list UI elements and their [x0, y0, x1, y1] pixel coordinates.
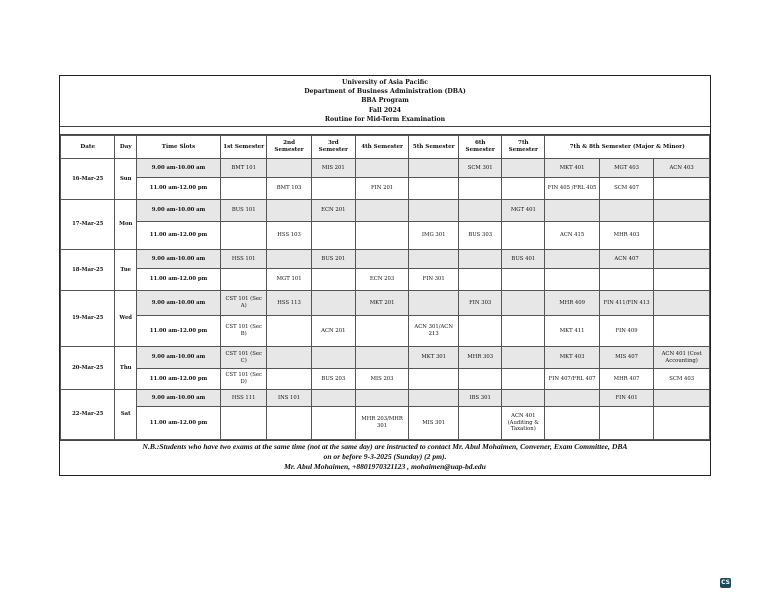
course-cell — [502, 269, 545, 291]
table-row — [61, 316, 710, 347]
notice-contact: Mr. Abul Mohaimen, +8801970321123 , mohaimen@uap-bd.edu — [284, 462, 486, 472]
routine-title: Routine for Mid-Term Examination — [324, 115, 446, 123]
course-cell — [267, 407, 311, 440]
table-row — [61, 250, 710, 269]
course-cell: FIN 407/FRL 407 — [545, 369, 599, 390]
col-sem4: 4th Semester — [355, 136, 408, 159]
course-cell: ECN 203 — [355, 269, 408, 291]
time-slot-cell: 9.00 am-10.00 am — [137, 347, 221, 369]
course-cell: IBS 301 — [459, 390, 502, 407]
course-cell — [502, 390, 545, 407]
course-cell — [502, 369, 545, 390]
course-cell — [502, 316, 545, 347]
course-cell — [355, 390, 408, 407]
course-cell — [311, 178, 355, 200]
program-name: BBA Program — [361, 97, 409, 105]
time-slot-cell: 9.00 am-10.00 am — [137, 250, 221, 269]
course-cell — [311, 347, 355, 369]
time-slot-cell: 11.00 am-12.00 pm — [137, 407, 221, 440]
table-row — [61, 178, 710, 200]
course-cell — [311, 222, 355, 250]
course-cell — [545, 269, 599, 291]
course-cell — [545, 407, 599, 440]
course-cell — [311, 269, 355, 291]
course-cell — [459, 369, 502, 390]
course-cell: FIN 411/FIN 413 — [599, 291, 653, 316]
table-row — [61, 407, 710, 440]
course-cell: MKT 403 — [545, 347, 599, 369]
course-cell — [654, 316, 710, 347]
course-cell — [267, 316, 311, 347]
course-cell — [502, 222, 545, 250]
course-cell — [545, 200, 599, 222]
course-cell: BUS 201 — [311, 250, 355, 269]
course-cell — [502, 159, 545, 178]
course-cell: MKT 401 — [545, 159, 599, 178]
day-cell: Thu — [115, 347, 137, 390]
course-cell — [355, 347, 408, 369]
date-cell: 19-Mar-25 — [61, 291, 115, 347]
time-slot-cell: 11.00 am-12.00 pm — [137, 222, 221, 250]
course-cell: BUS 401 — [502, 250, 545, 269]
department-name: Department of Business Administration (DBA) — [304, 88, 466, 96]
course-cell — [311, 390, 355, 407]
course-cell: MHR 407 — [599, 369, 653, 390]
course-cell: MIS 201 — [311, 159, 355, 178]
course-cell — [355, 250, 408, 269]
course-cell — [502, 178, 545, 200]
term-name: Fall 2024 — [368, 106, 402, 114]
course-cell: MGT 101 — [267, 269, 311, 291]
course-cell: ACN 301/ACN 213 — [409, 316, 459, 347]
day-cell: Tue — [115, 250, 137, 291]
course-cell: MKT 201 — [355, 291, 408, 316]
course-cell — [654, 250, 710, 269]
exam-routine-sheet — [59, 75, 711, 476]
course-cell — [267, 369, 311, 390]
course-cell — [355, 316, 408, 347]
course-cell: ACN 403 — [654, 159, 710, 178]
col-day: Day — [115, 136, 137, 159]
day-cell: Wed — [115, 291, 137, 347]
course-cell — [459, 250, 502, 269]
course-cell: CST 101 (Sec C) — [220, 347, 267, 369]
course-cell — [267, 200, 311, 222]
course-cell: MHR 403 — [599, 222, 653, 250]
course-cell: ACN 401 (Cost Accounting) — [654, 347, 710, 369]
university-name: University of Asia Pacific — [341, 79, 429, 86]
date-cell: 16-Mar-25 — [61, 159, 115, 200]
day-cell: Sun — [115, 159, 137, 200]
camscanner-badge: CS — [721, 579, 730, 586]
course-cell: MKT 411 — [545, 316, 599, 347]
date-cell: 18-Mar-25 — [61, 250, 115, 291]
course-cell — [355, 222, 408, 250]
course-cell — [409, 200, 459, 222]
header-gap — [60, 127, 710, 135]
course-cell — [459, 269, 502, 291]
course-cell: HSS 103 — [267, 222, 311, 250]
table-row — [61, 369, 710, 390]
course-cell — [220, 269, 267, 291]
course-cell: BMT 101 — [220, 159, 267, 178]
course-cell — [311, 291, 355, 316]
course-cell — [654, 269, 710, 291]
day-cell: Mon — [115, 200, 137, 250]
table-row — [61, 222, 710, 250]
day-cell: Sat — [115, 390, 137, 440]
course-cell — [654, 407, 710, 440]
course-cell: IMG 301 — [409, 222, 459, 250]
col-date: Date — [61, 136, 115, 159]
routine-header — [60, 76, 710, 127]
notice-line-1: N.B.:Students who have two exams at the same time (not at the same day) are instructed to contact Mr. Abul Mohaimen, Convener, Exam Committee, DBA — [142, 442, 628, 452]
course-cell: FIN 401 — [599, 390, 653, 407]
date-cell: 17-Mar-25 — [61, 200, 115, 250]
time-slot-cell: 9.00 am-10.00 am — [137, 390, 221, 407]
course-cell — [459, 407, 502, 440]
col-time: Time Slots — [137, 136, 221, 159]
course-cell: FIN 409 — [599, 316, 653, 347]
course-cell — [409, 291, 459, 316]
course-cell: ACN 407 — [599, 250, 653, 269]
course-cell: FIN 301 — [409, 269, 459, 291]
table-row — [61, 159, 710, 178]
course-cell: HSS 101 — [220, 250, 267, 269]
course-cell — [654, 200, 710, 222]
course-cell: MHR 409 — [545, 291, 599, 316]
course-cell: MIS 407 — [599, 347, 653, 369]
course-cell: FIN 303 — [459, 291, 502, 316]
course-cell — [355, 159, 408, 178]
routine-table — [60, 135, 710, 440]
course-cell — [355, 200, 408, 222]
course-cell — [545, 250, 599, 269]
course-cell: SCM 407 — [599, 178, 653, 200]
course-cell — [267, 250, 311, 269]
table-row — [61, 200, 710, 222]
course-cell: FIN 201 — [355, 178, 408, 200]
course-cell — [459, 200, 502, 222]
course-cell: HSS 111 — [220, 390, 267, 407]
time-slot-cell: 9.00 am-10.00 am — [137, 200, 221, 222]
course-cell: BUS 303 — [459, 222, 502, 250]
course-cell — [502, 347, 545, 369]
course-cell — [267, 347, 311, 369]
course-cell: MIS 203 — [355, 369, 408, 390]
table-row — [61, 347, 710, 369]
notice — [60, 440, 710, 475]
course-cell: FIN 405 /FRL 405 — [545, 178, 599, 200]
course-cell: HSS 113 — [267, 291, 311, 316]
time-slot-cell: 11.00 am-12.00 pm — [137, 369, 221, 390]
course-cell — [654, 291, 710, 316]
course-cell: MGT 401 — [502, 200, 545, 222]
course-cell: ACN 415 — [545, 222, 599, 250]
time-slot-cell: 11.00 am-12.00 pm — [137, 316, 221, 347]
course-cell: BUS 101 — [220, 200, 267, 222]
table-row — [61, 269, 710, 291]
course-cell: BUS 203 — [311, 369, 355, 390]
course-cell: MHR 303 — [459, 347, 502, 369]
course-cell: MKT 301 — [409, 347, 459, 369]
course-cell — [220, 407, 267, 440]
course-cell — [220, 178, 267, 200]
course-cell: CST 101 (Sec A) — [220, 291, 267, 316]
course-cell — [459, 178, 502, 200]
course-cell — [459, 316, 502, 347]
course-cell — [409, 178, 459, 200]
course-cell: ECN 201 — [311, 200, 355, 222]
course-cell — [409, 250, 459, 269]
col-sem3: 3rd Semester — [311, 136, 355, 159]
time-slot-cell: 9.00 am-10.00 am — [137, 159, 221, 178]
col-sem78: 7th & 8th Semester (Major & Minor) — [545, 136, 710, 159]
course-cell: ACN 201 — [311, 316, 355, 347]
time-slot-cell: 11.00 am-12.00 pm — [137, 178, 221, 200]
col-sem6: 6th Semester — [459, 136, 502, 159]
date-cell: 20-Mar-25 — [61, 347, 115, 390]
course-cell — [599, 200, 653, 222]
column-header-row — [61, 136, 710, 159]
col-sem5: 5th Semester — [409, 136, 459, 159]
course-cell: INS 101 — [267, 390, 311, 407]
course-cell — [654, 178, 710, 200]
course-cell: ACN 401 (Auditing & Taxation) — [502, 407, 545, 440]
course-cell: MIS 301 — [409, 407, 459, 440]
course-cell — [545, 390, 599, 407]
course-cell: SCM 301 — [459, 159, 502, 178]
time-slot-cell: 11.00 am-12.00 pm — [137, 269, 221, 291]
course-cell — [654, 390, 710, 407]
course-cell — [654, 222, 710, 250]
course-cell — [220, 222, 267, 250]
course-cell — [409, 369, 459, 390]
course-cell — [267, 159, 311, 178]
course-cell — [311, 407, 355, 440]
course-cell — [599, 407, 653, 440]
course-cell: SCM 403 — [654, 369, 710, 390]
course-cell: CST 101 (Sec B) — [220, 316, 267, 347]
col-sem2: 2nd Semester — [267, 136, 311, 159]
table-row — [61, 291, 710, 316]
course-cell — [409, 390, 459, 407]
table-row — [61, 390, 710, 407]
course-cell — [502, 291, 545, 316]
course-cell: MHR 203/MHR 301 — [355, 407, 408, 440]
time-slot-cell: 9.00 am-10.00 am — [137, 291, 221, 316]
col-sem1: 1st Semester — [220, 136, 267, 159]
course-cell: CST 101 (Sec D) — [220, 369, 267, 390]
notice-line-2: on or before 9-3-2025 (Sunday) (2 pm). — [323, 452, 447, 462]
course-cell — [409, 159, 459, 178]
course-cell: MGT 403 — [599, 159, 653, 178]
course-cell — [599, 269, 653, 291]
course-cell: BMT 103 — [267, 178, 311, 200]
date-cell: 22-Mar-25 — [61, 390, 115, 440]
col-sem7: 7th Semester — [502, 136, 545, 159]
